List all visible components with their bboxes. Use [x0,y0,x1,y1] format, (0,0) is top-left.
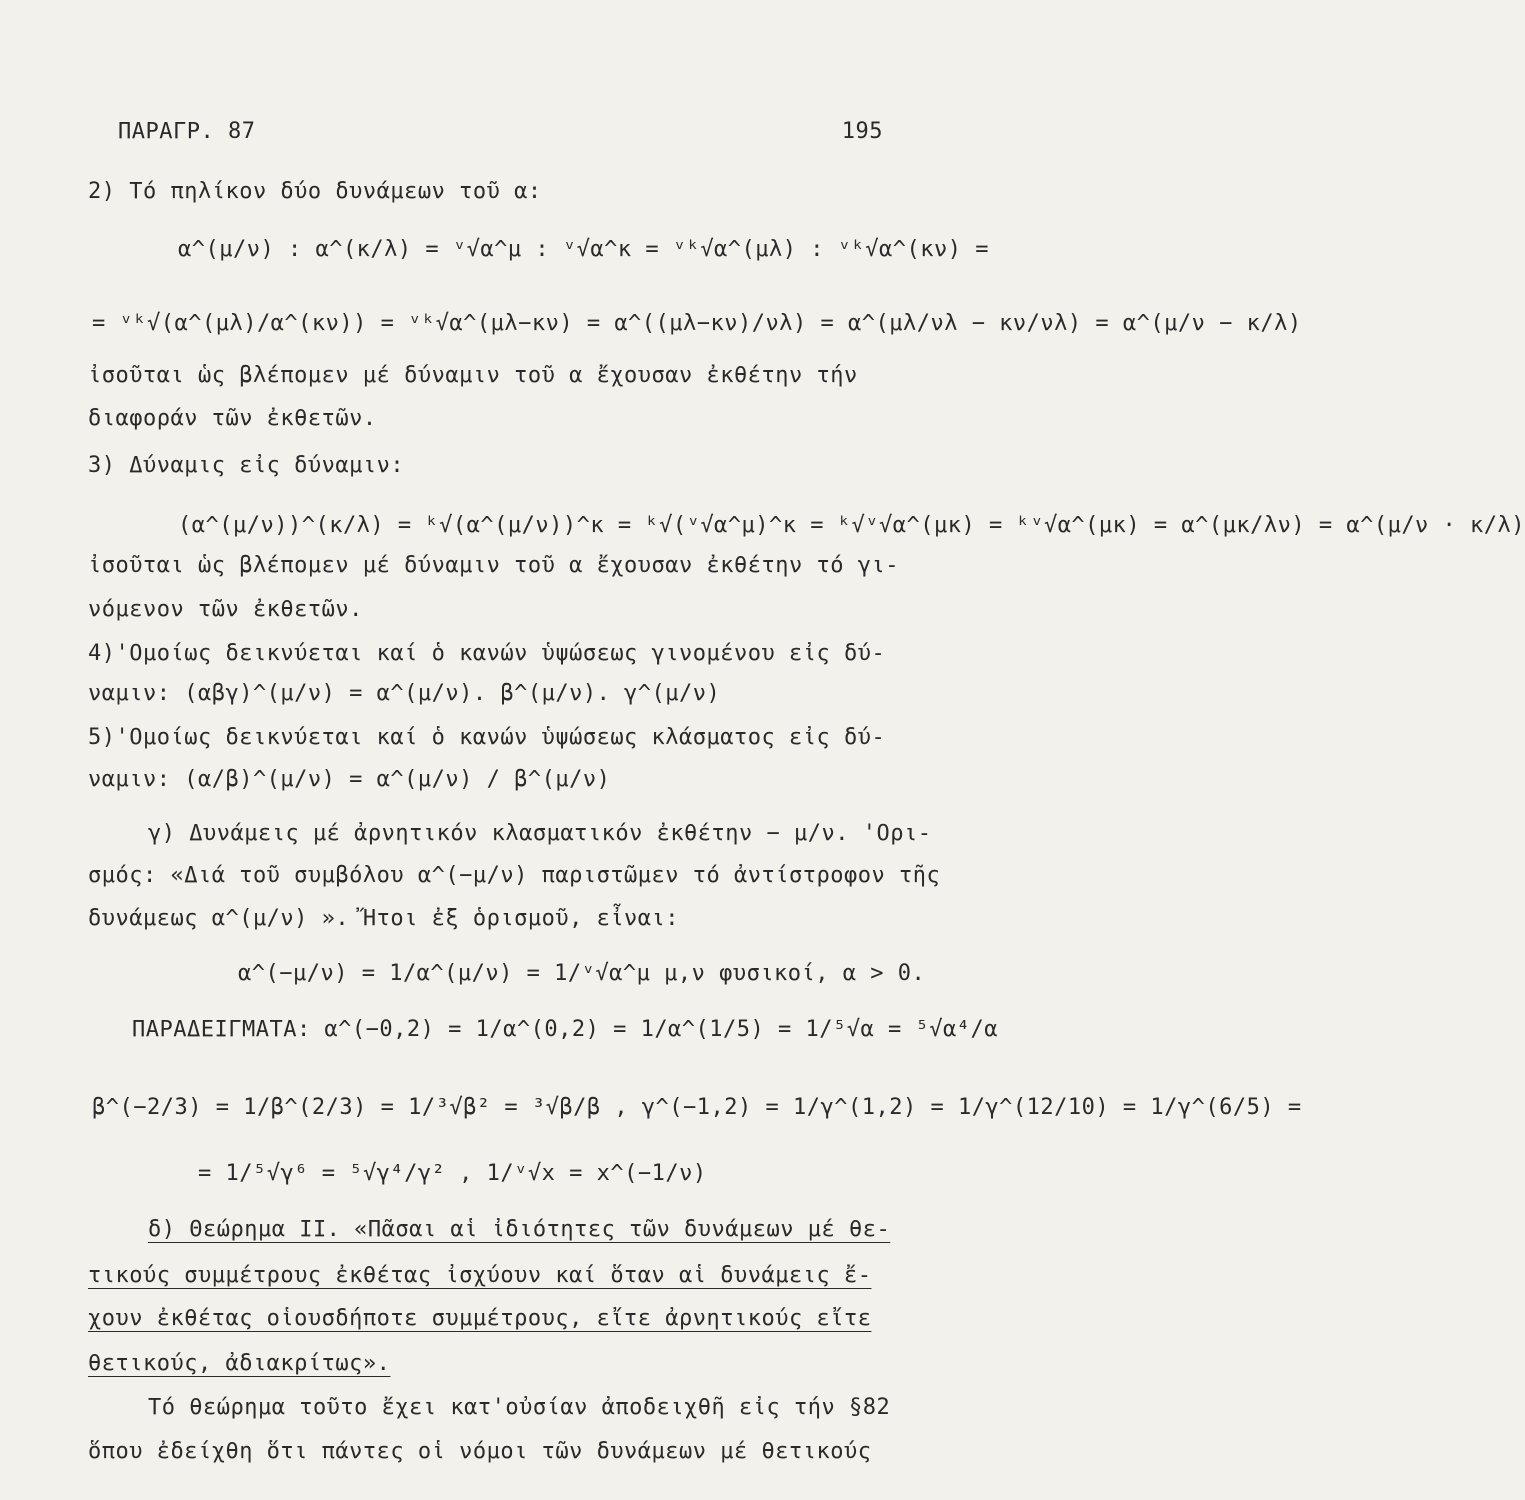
text-line: ναμιν: (α/β)^(μ/ν) = α^(μ/ν) / β^(μ/ν) [88,767,611,792]
text-line: Τό θεώρημα τοῦτο ἔχει κατ'οὐσίαν ἀποδειχθῆ εἰς τήν §82 [148,1395,891,1420]
text-line: β^(−2/3) = 1/β^(2/3) = 1/³√β² = ³√β/β , γ^(−1,2) = 1/γ^(1,2) = 1/γ^(12/10) = 1/γ^(6/5) = [92,1095,1302,1120]
text-line: θετικούς, ἀδιακρίτως». [88,1351,391,1376]
section-header: ΠΑΡΑΓΡ. 87 [118,119,256,144]
text-line: νόμενον τῶν ἐκθετῶν. [88,597,363,622]
text-line: 3) Δύναμις εἰς δύναμιν: [88,453,405,478]
text-line: α^(μ/ν) : α^(κ/λ) = ᵛ√α^μ : ᵛ√α^κ = ᵛᵏ√α^(μλ) : ᵛᵏ√α^(κν) = [178,237,989,262]
page-number: 195 [841,119,883,144]
text-line: (α^(μ/ν))^(κ/λ) = ᵏ√(α^(μ/ν))^κ = ᵏ√(ᵛ√α^μ)^κ = ᵏ√ᵛ√α^(μκ) = ᵏᵛ√α^(μκ) = α^(μκ/λν) = α^(μ/ν · κ/λ) [178,513,1525,538]
text-line: = ᵛᵏ√(α^(μλ)/α^(κν)) = ᵛᵏ√α^(μλ−κν) = α^((μλ−κν)/νλ) = α^(μλ/νλ − κν/νλ) = α^(μ/ν − κ/λ) [92,311,1302,336]
text-line: δυνάμεως α^(μ/ν) ». Ἤτοι ἐξ ὁρισμοῦ, εἶναι: [88,906,680,931]
text-line: γ) Δυνάμεις μέ ἀρνητικόν κλασματικόν ἐκθέτην − μ/ν. 'Ορι- [148,821,932,846]
text-line: σμός: «Διά τοῦ συμβόλου α^(−μ/ν) παριστῶμεν τό ἀντίστροφον τῆς [88,863,941,888]
text-line: α^(−μ/ν) = 1/α^(μ/ν) = 1/ᵛ√α^μ μ,ν φυσικοί, α > 0. [238,961,926,986]
text-line: 5)'Ομοίως δεικνύεται καί ὁ κανών ὑψώσεως κλάσματος εἰς δύ- [88,725,886,750]
text-line: ὅπου ἐδείχθη ὅτι πάντες οἱ νόμοι τῶν δυνάμεων μέ θετικούς [88,1439,872,1464]
text-line: 4)'Ομοίως δεικνύεται καί ὁ κανών ὑψώσεως γινομένου εἰς δύ- [88,641,886,666]
text-line: ναμιν: (αβγ)^(μ/ν) = α^(μ/ν). β^(μ/ν). γ^(μ/ν) [88,681,721,706]
text-line: ἰσοῦται ὡς βλέπομεν μέ δύναμιν τοῦ α ἔχουσαν ἐκθέτην τήν [88,363,858,388]
text-line: = 1/⁵√γ⁶ = ⁵√γ⁴/γ² , 1/ᵛ√x = x^(−1/ν) [198,1161,707,1186]
text-line: 2) Τό πηλίκον δύο δυνάμεων τοῦ α: [88,179,542,204]
text-line: ἰσοῦται ὡς βλέπομεν μέ δύναμιν τοῦ α ἔχουσαν ἐκθέτην τό γι- [88,553,899,578]
text-line: διαφοράν τῶν ἐκθετῶν. [88,406,377,431]
text-line: χουν ἐκθέτας οἱουσδήποτε συμμέτρους, εἴτε ἀρνητικούς εἴτε [88,1306,872,1331]
text-line: δ) Θεώρημα ΙΙ. «Πᾶσαι αἱ ἰδιότητες τῶν δυνάμεων μέ θε- [148,1217,891,1242]
text-line: ΠΑΡΑΔΕΙΓΜΑΤΑ: α^(−0,2) = 1/α^(0,2) = 1/α^(1/5) = 1/⁵√α = ⁵√α⁴/α [132,1017,998,1042]
text-line: τικούς συμμέτρους ἐκθέτας ἰσχύουν καί ὅταν αἱ δυνάμεις ἔ- [88,1263,872,1288]
